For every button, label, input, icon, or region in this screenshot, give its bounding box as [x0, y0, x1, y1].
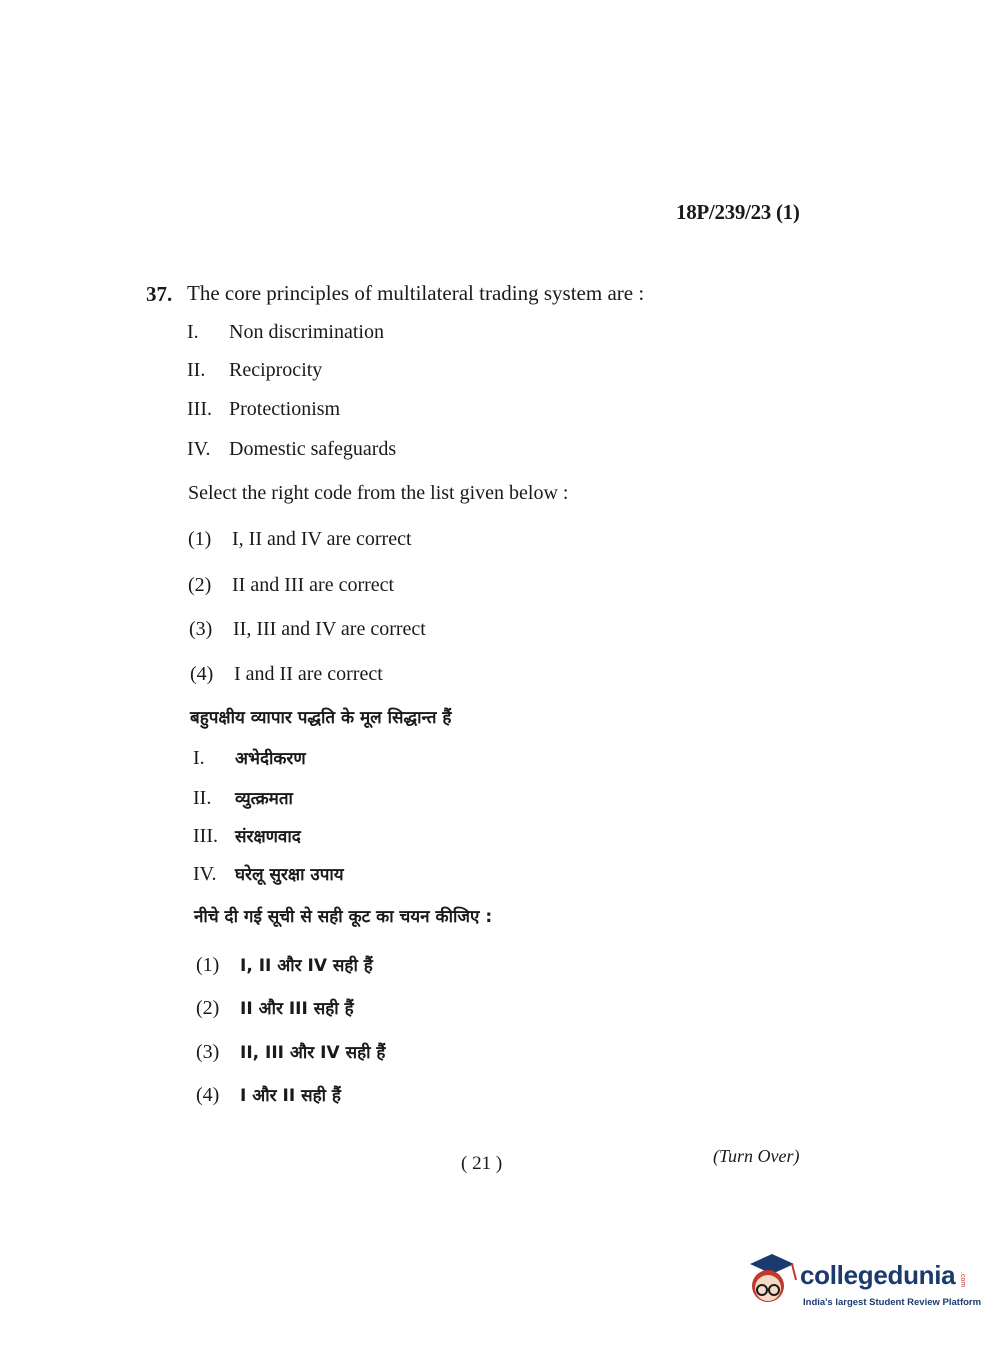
statement-numeral: II. — [193, 787, 212, 809]
option-label: (3) — [189, 618, 213, 640]
option-hi[interactable] — [196, 1083, 341, 1107]
option-text: II और III सही हैं — [240, 999, 354, 1019]
statement-text: Protectionism — [229, 398, 341, 420]
option-text: II and III are correct — [232, 574, 395, 596]
statement-text: Domestic safeguards — [229, 438, 397, 460]
statement-numeral: I. — [193, 747, 205, 769]
page-number: ( 21 ) — [461, 1153, 503, 1174]
option-label: (4) — [190, 663, 214, 685]
option-hi[interactable] — [196, 996, 354, 1020]
statement-text: Reciprocity — [229, 359, 323, 381]
statement-en — [187, 359, 322, 382]
option-en[interactable] — [189, 618, 426, 641]
instruction-en: Select the right code from the list given below : — [188, 482, 569, 504]
statement-hi — [193, 786, 293, 810]
option-text: II, III और IV सही हैं — [240, 1043, 386, 1063]
statement-hi — [193, 824, 301, 848]
option-label: (4) — [196, 1084, 220, 1106]
option-text: II, III and IV are correct — [233, 618, 426, 640]
statement-en — [187, 398, 340, 421]
statement-hi — [193, 746, 306, 770]
statement-text: Non discrimination — [229, 321, 384, 343]
statement-text: घरेलू सुरक्षा उपाय — [235, 865, 344, 885]
option-hi[interactable] — [196, 953, 373, 977]
turn-over-note: (Turn Over) — [713, 1146, 800, 1166]
statement-numeral: III. — [193, 825, 218, 847]
statement-text: अभेदीकरण — [235, 749, 306, 769]
option-label: (3) — [196, 1041, 220, 1063]
paper-code: 18P/239/23 (1) — [676, 200, 800, 224]
option-text: I and II are correct — [234, 663, 383, 685]
instruction-hi: नीचे दी गई सूची से सही कूट का चयन कीजिए : — [194, 907, 493, 927]
option-label: (2) — [188, 574, 212, 596]
option-en[interactable] — [188, 574, 394, 597]
option-label: (1) — [188, 528, 212, 550]
question-text-en: The core principles of multilateral trading system are : — [187, 281, 645, 305]
option-label: (2) — [196, 997, 220, 1019]
statement-text: व्युत्क्रमता — [235, 789, 293, 809]
option-en[interactable] — [188, 528, 412, 551]
option-text: I और II सही हैं — [240, 1086, 341, 1106]
statement-en — [187, 321, 384, 344]
statement-text: संरक्षणवाद — [235, 827, 301, 847]
option-en[interactable] — [190, 663, 383, 686]
question-text-hi: बहुपक्षीय व्यापार पद्धति के मूल सिद्धान्त हैं — [190, 708, 452, 728]
option-text: I, II and IV are correct — [232, 528, 412, 550]
statement-numeral: II. — [187, 359, 206, 381]
statement-hi — [193, 862, 344, 886]
statement-numeral: IV. — [187, 438, 211, 460]
watermark-tagline: India's largest Student Review Platform — [803, 1297, 982, 1308]
watermark-brand: collegedunia — [800, 1260, 956, 1290]
question-number: 37. — [146, 282, 173, 306]
option-label: (1) — [196, 954, 220, 976]
statement-en — [187, 438, 396, 461]
option-hi[interactable] — [196, 1040, 385, 1064]
option-text: I, II और IV सही हैं — [240, 956, 373, 976]
statement-numeral: IV. — [193, 863, 217, 885]
statement-numeral: I. — [187, 321, 199, 343]
watermark-suffix: .com — [959, 1272, 966, 1288]
statement-numeral: III. — [187, 398, 212, 420]
